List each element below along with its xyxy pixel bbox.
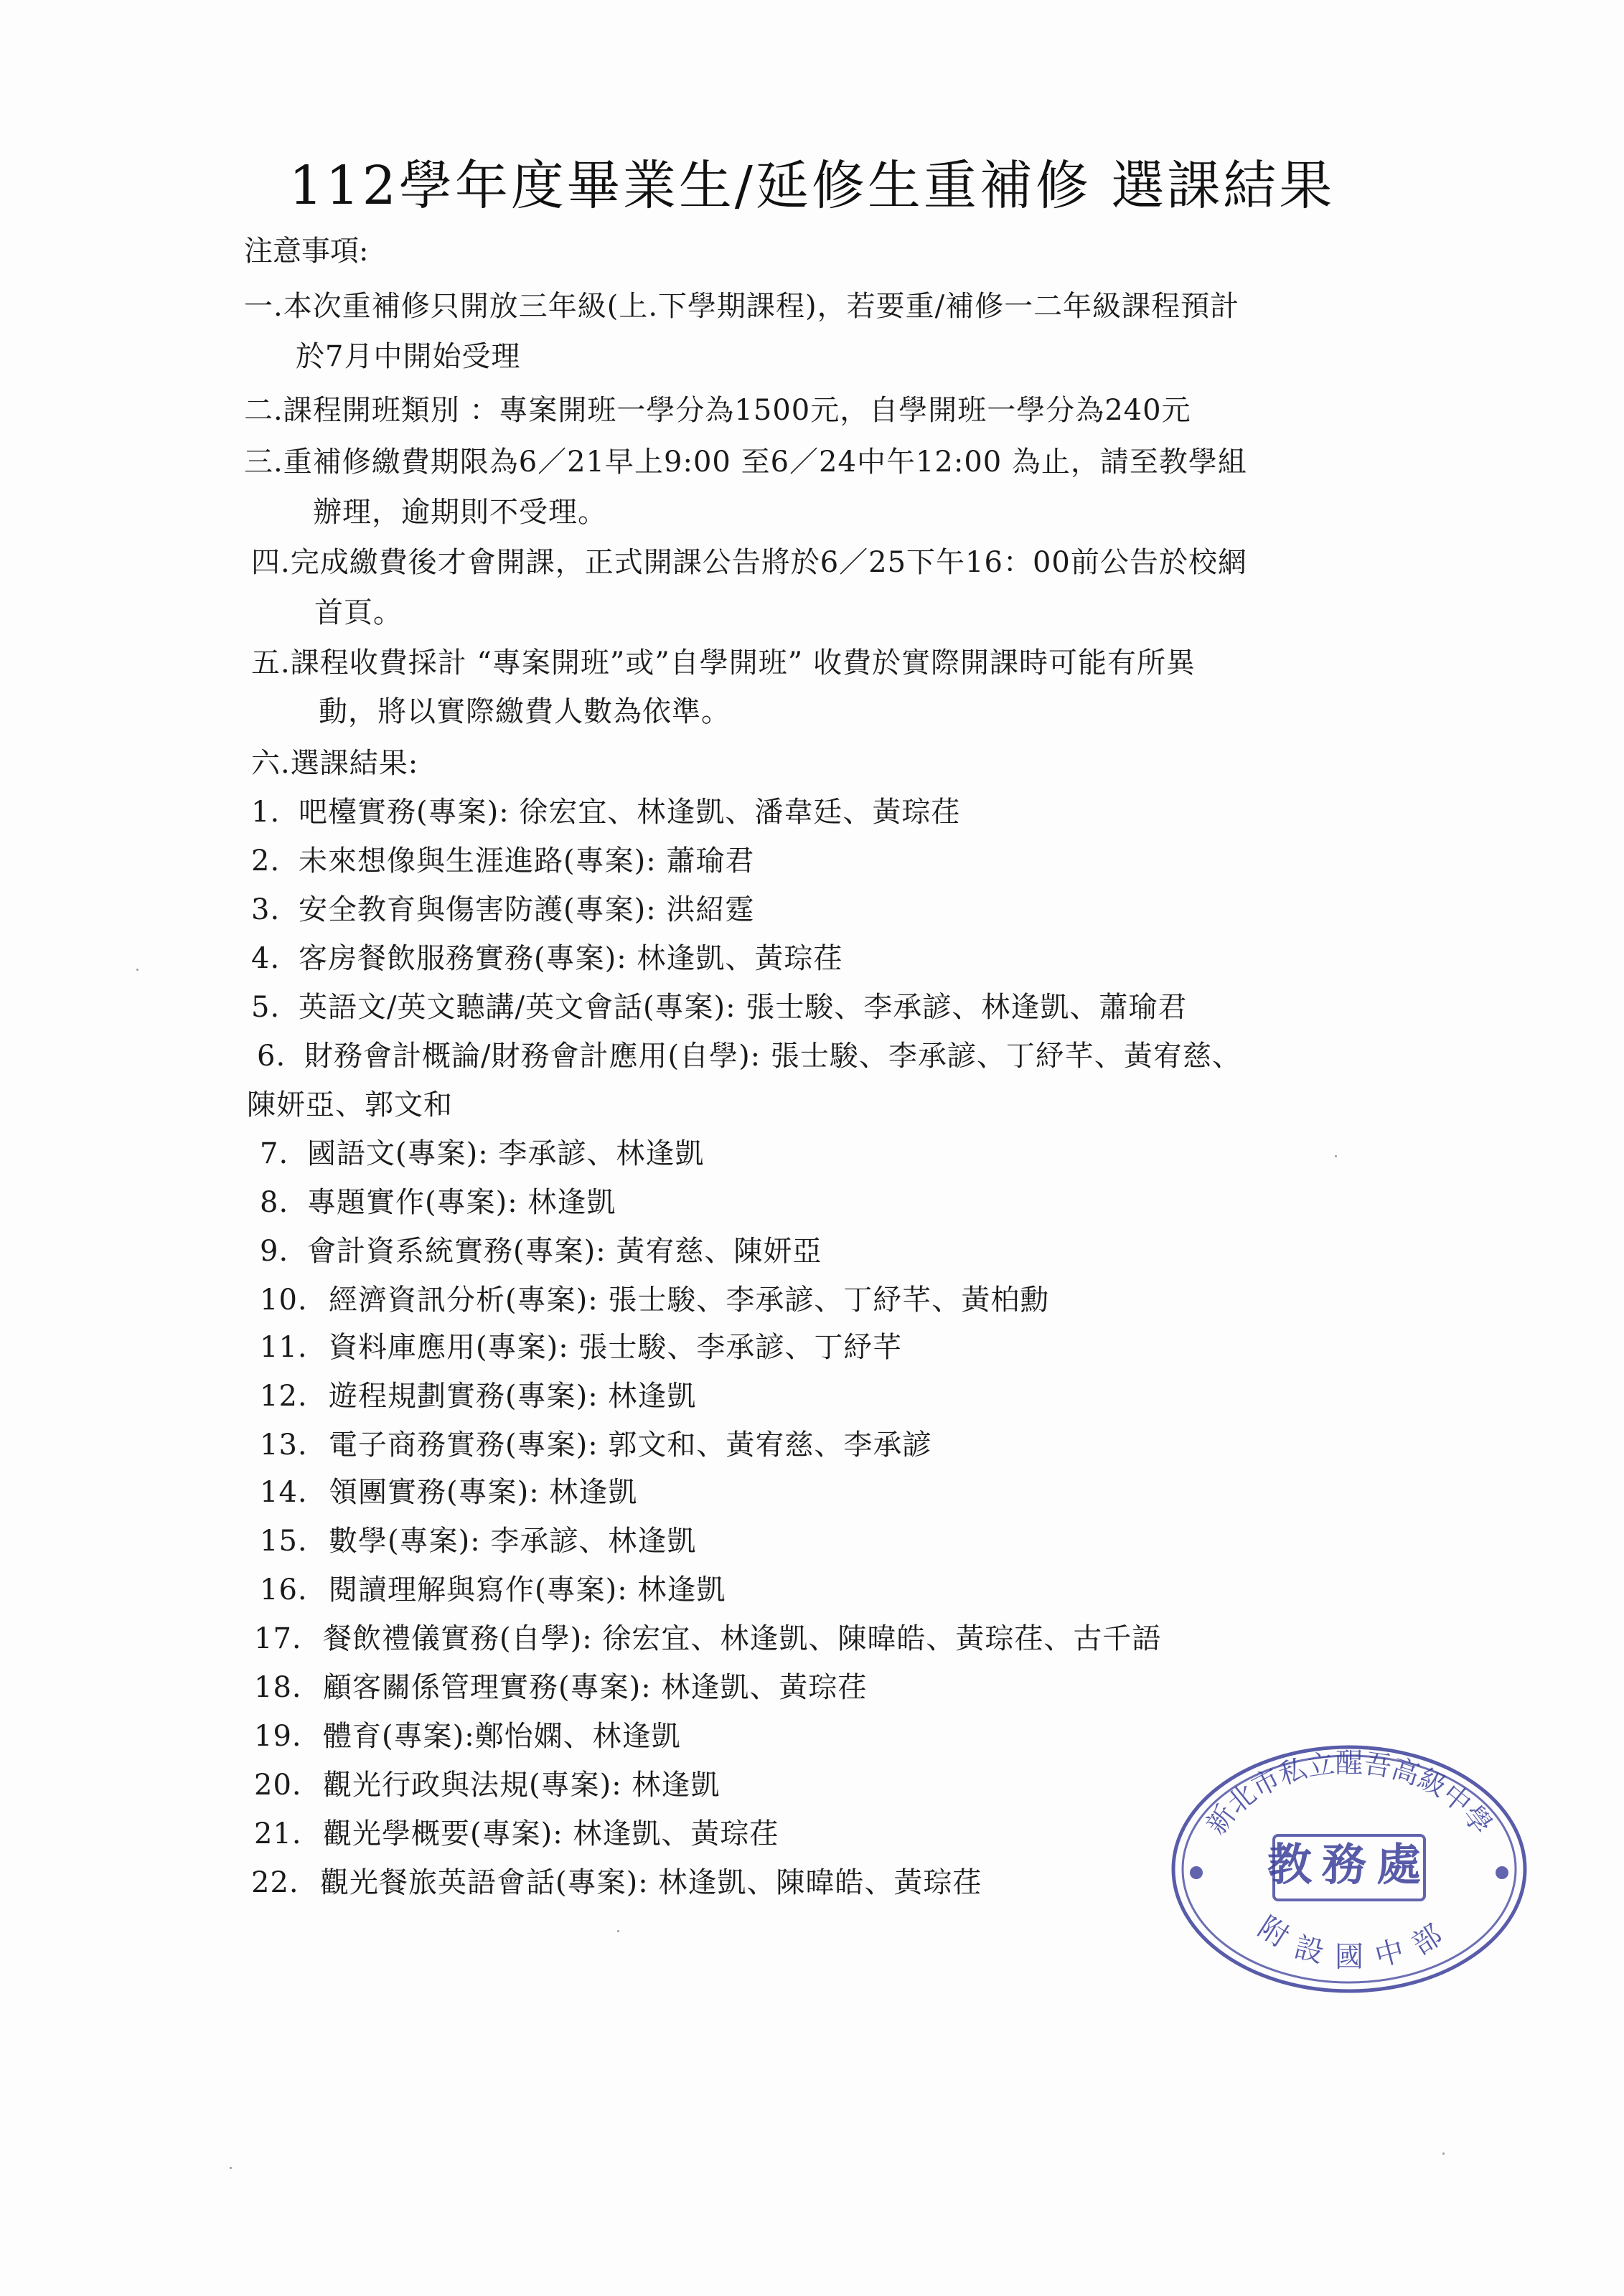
note-5-line-1: 五.課程收費採計 “專案開班”或”自學開班” 收費於實際開課時可能有所異: [251, 646, 1196, 679]
course-item: 16. 閱讀理解與寫作(專案): 林逢凱: [260, 1573, 726, 1606]
note-1-line-1: 一.本次重補修只開放三年級(上.下學期課程)，若要重/補修一二年級課程預計: [244, 290, 1240, 323]
course-item: 4. 客房餐飲服務實務(專案): 林逢凱、黃琮荏: [251, 942, 843, 975]
note-2-line-1: 二.課程開班類別 ：專案開班一學分為1500元，自學開班一學分為240元: [244, 394, 1191, 427]
course-item: 10. 經濟資訊分析(專案): 張士駿、李承諺、丁紓芊、黃柏勳: [260, 1284, 1050, 1317]
notes-heading: 注意事項:: [244, 235, 369, 268]
official-seal: [1166, 1736, 1532, 2002]
note-1-line-2: 於7月中開始受理: [296, 340, 521, 373]
seal-center-text: 教務處: [1267, 1838, 1432, 1891]
note-3-line-2: 辦理，逾期則不受理。: [313, 496, 607, 529]
note-5-line-2: 動，將以實際繳費人數為依準。: [319, 695, 731, 728]
course-item: 8. 專題實作(專案): 林逢凱: [260, 1186, 616, 1219]
note-4-line-2: 首頁。: [314, 596, 403, 629]
course-item: 2. 未來想像與生涯進路(專案): 蕭瑜君: [251, 844, 755, 878]
note-3-line-1: 三.重補修繳費期限為6／21早上9:00 至6／24中午12:00 為止，請至教學組: [244, 446, 1247, 479]
course-item: 17. 餐飲禮儀實務(自學): 徐宏宜、林逢凱、陳暐皓、黃琮荏、古千語: [254, 1622, 1162, 1655]
course-item: 21. 觀光學概要(專案): 林逢凱、黃琮荏: [254, 1817, 779, 1850]
results-heading: 六.選課結果:: [251, 747, 419, 780]
course-item: 7. 國語文(專案): 李承諺、林逢凱: [260, 1137, 705, 1170]
note-4-line-1: 四.完成繳費後才會開課，正式開課公告將於6／25下午16：00前公告於校網: [251, 546, 1247, 579]
course-item: 1. 吧檯實務(專案): 徐宏宜、林逢凱、潘韋廷、黃琮荏: [251, 796, 961, 829]
scan-speck: [136, 969, 139, 971]
course-item: 19. 體育(專案):鄭怡嫻、林逢凱: [254, 1720, 681, 1753]
course-item: 3. 安全教育與傷害防護(專案): 洪紹霆: [251, 893, 755, 926]
scan-speck: [1335, 1155, 1337, 1157]
scan-speck: [1442, 2152, 1445, 2155]
course-item: 18. 顧客關係管理實務(專案): 林逢凱、黃琮荏: [254, 1671, 868, 1704]
course-item: 13. 電子商務實務(專案): 郭文和、黃宥慈、李承諺: [260, 1429, 932, 1462]
course-item: 5. 英語文/英文聽講/英文會話(專案): 張士駿、李承諺、林逢凱、蕭瑜君: [251, 991, 1188, 1024]
seal-top-text: 新北市私立醒吾高級中學: [1200, 1747, 1498, 1840]
course-item: 20. 觀光行政與法規(專案): 林逢凱: [254, 1769, 721, 1802]
course-item-continuation: 陳妍亞、郭文和: [247, 1088, 453, 1121]
scan-speck: [230, 2167, 232, 2169]
course-item: 11. 資料庫應用(專案): 張士駿、李承諺、丁紓芊: [260, 1331, 903, 1364]
document-title: 112學年度畢業生/延修生重補修 選課結果: [288, 155, 1336, 217]
scan-speck: [617, 1930, 619, 1932]
course-item: 22. 觀光餐旅英語會話(專案): 林逢凱、陳暐皓、黃琮荏: [251, 1866, 982, 1899]
course-item: 12. 遊程規劃實務(專案): 林逢凱: [260, 1380, 697, 1413]
course-item: 14. 領團實務(專案): 林逢凱: [260, 1476, 638, 1509]
course-item: 15. 數學(專案): 李承諺、林逢凱: [260, 1525, 697, 1558]
seal-bottom-text: 附設國中部: [1252, 1910, 1461, 1974]
course-item: 9. 會計資系統實務(專案): 黃宥慈、陳妍亞: [260, 1235, 822, 1268]
course-item: 6. 財務會計概論/財務會計應用(自學): 張士駿、李承諺、丁紓芊、黃宥慈、: [257, 1040, 1242, 1073]
